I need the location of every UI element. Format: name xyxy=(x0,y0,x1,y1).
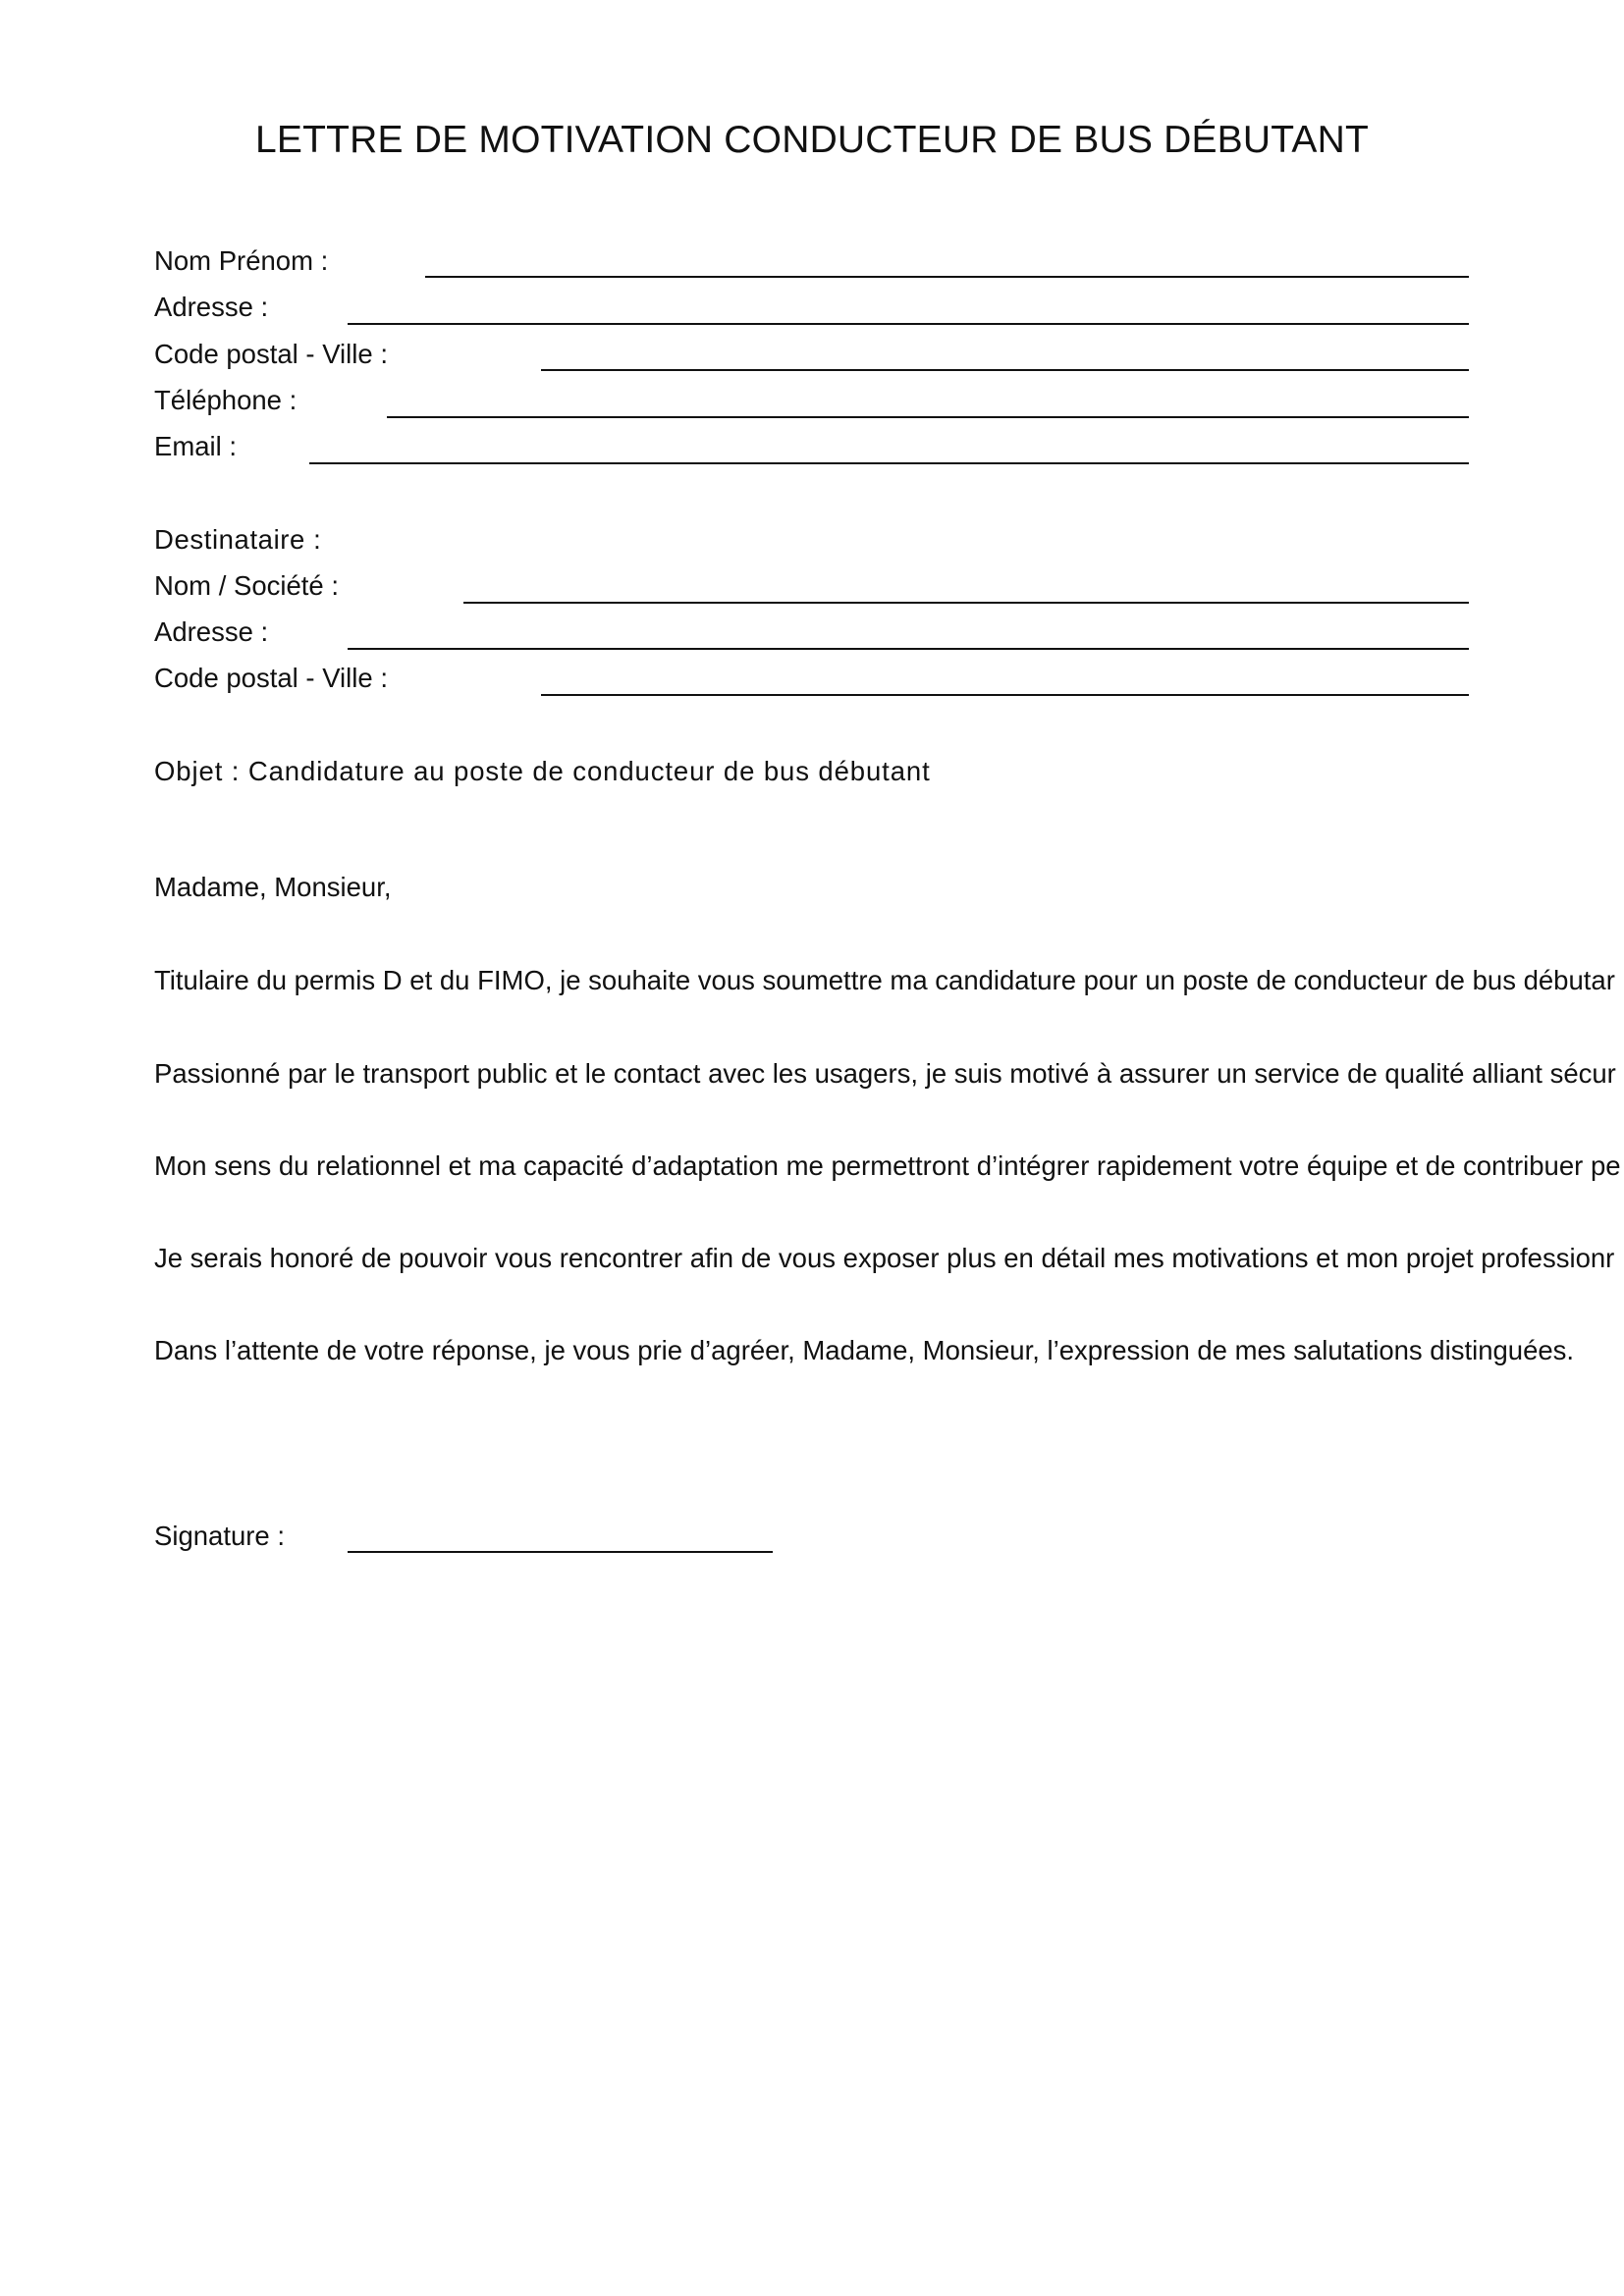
sender-email-field-line[interactable] xyxy=(309,462,1469,464)
body-paragraph-5: Dans l’attente de votre réponse, je vous prie d’agréer, Madame, Monsieur, l’expression de mes salutations distinguées. xyxy=(154,1335,1575,1365)
recipient-address-label: Adresse : xyxy=(154,616,269,647)
sender-phone-label: Téléphone : xyxy=(154,385,298,415)
sender-name-field-line[interactable] xyxy=(425,276,1469,278)
body-paragraph-3: Mon sens du relationnel et ma capacité d’adaptation me permettront d’intégrer rapidement votre équipe et de contribuer pe xyxy=(154,1150,1621,1181)
signature-label: Signature : xyxy=(154,1521,286,1551)
sender-phone-field-line[interactable] xyxy=(387,416,1469,418)
sender-address-label: Adresse : xyxy=(154,292,269,322)
recipient-company-field-line[interactable] xyxy=(463,602,1469,604)
document-title: LETTRE DE MOTIVATION CONDUCTEUR DE BUS DÉBUTANT xyxy=(255,119,1369,161)
sender-address-field-line[interactable] xyxy=(348,323,1469,325)
recipient-postal-field-line[interactable] xyxy=(541,694,1469,696)
signature-field-line[interactable] xyxy=(348,1551,773,1553)
recipient-address-field-line[interactable] xyxy=(348,648,1469,650)
sender-email-label: Email : xyxy=(154,431,238,461)
body-paragraph-2: Passionné par le transport public et le contact avec les usagers, je suis motivé à assurer un service de qualité alliant sécur xyxy=(154,1058,1616,1089)
subject-line: Objet : Candidature au poste de conducteur de bus débutant xyxy=(154,756,931,786)
recipient-heading: Destinataire : xyxy=(154,524,322,555)
body-paragraph-4: Je serais honoré de pouvoir vous rencontrer afin de vous exposer plus en détail mes motivations et mon projet professionr xyxy=(154,1243,1615,1273)
sender-postal-field-line[interactable] xyxy=(541,369,1469,371)
salutation: Madame, Monsieur, xyxy=(154,872,392,902)
sender-name-label: Nom Prénom : xyxy=(154,245,329,276)
recipient-postal-label: Code postal - Ville : xyxy=(154,663,388,693)
body-paragraph-1: Titulaire du permis D et du FIMO, je souhaite vous soumettre ma candidature pour un poste de conducteur de bus débutar xyxy=(154,965,1615,995)
recipient-company-label: Nom / Société : xyxy=(154,570,339,601)
sender-postal-label: Code postal - Ville : xyxy=(154,339,388,369)
